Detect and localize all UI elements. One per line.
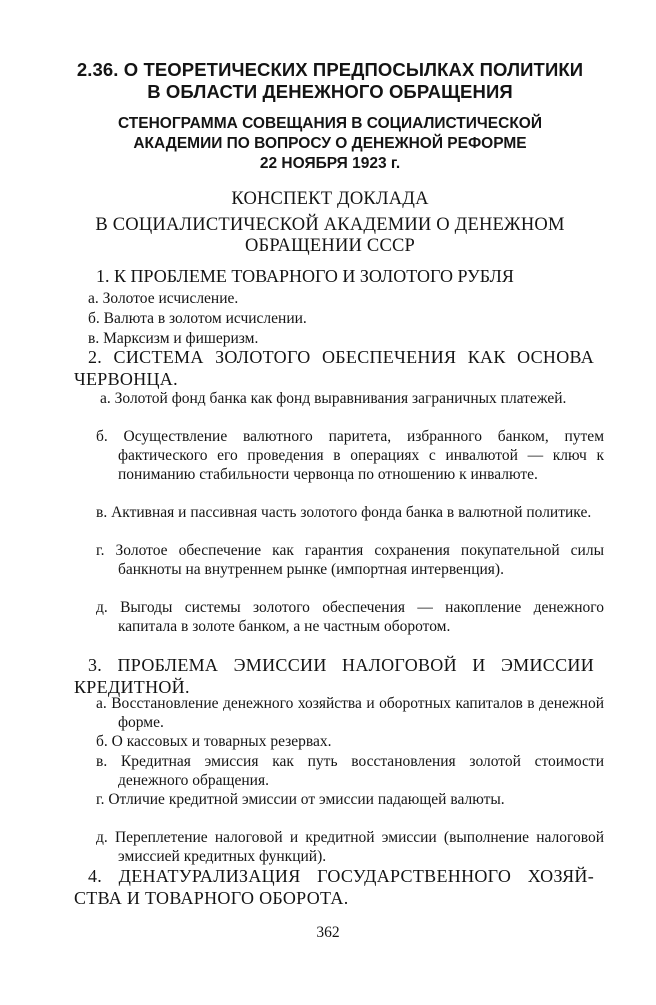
- section-3-title-line-2: КРЕДИТНОЙ.: [74, 677, 190, 697]
- subheading-line-1: СТЕНОГРАММА СОВЕЩАНИЯ В СОЦИАЛИСТИЧЕСКОЙ: [117, 115, 543, 132]
- section-2-title: [74, 346, 594, 390]
- section-1-title: 1. К ПРОБЛЕМЕ ТОВАРНОГО И ЗОЛОТОГО РУБЛЯ: [96, 266, 514, 286]
- section-2-title-line-1: 2. СИСТЕМА ЗОЛОТОГО ОБЕСПЕЧЕНИЯ КАК ОСНОВА: [88, 347, 594, 367]
- document-subtitle-line-1: В СОЦИАЛИСТИЧЕСКОЙ АКАДЕМИИ О ДЕНЕЖНОМ: [95, 215, 565, 235]
- page-number: 362: [316, 924, 340, 941]
- section-1-item-b: б. Валюта в золотом исчислении.: [88, 310, 307, 327]
- section-2-item-d: г. Золотое обеспечение как гарантия сохранения покупательной силы банкноты на внутреннем рынке (импортная интервенция).: [96, 542, 604, 579]
- section-2-item-a: а. Золотой фонд банка как фонд выравнивания заграничных платежей.: [100, 390, 567, 407]
- subheading-date: 22 НОЯБРЯ 1923 г.: [259, 155, 401, 172]
- section-2-title-line-2: ЧЕРВОНЦА.: [74, 369, 178, 389]
- section-4-title: [74, 865, 594, 909]
- section-1-item-a: а. Золотое исчисление.: [88, 290, 239, 307]
- subheading-line-2: АКАДЕМИИ ПО ВОПРОСУ О ДЕНЕЖНОЙ РЕФОРМЕ: [133, 135, 527, 152]
- section-3-item-d: г. Отличие кредитной эмиссии от эмиссии падающей валюты.: [96, 791, 505, 808]
- section-2-item-e: д. Выгоды системы золотого обеспечения — накопление денежного капитала в золоте банком, а не частным оборотом.: [96, 599, 604, 636]
- document-subtitle-line-2: ОБРАЩЕНИИ СССР: [244, 236, 416, 256]
- section-4-title-line-2: СТВА И ТОВАРНОГО ОБОРОТА.: [74, 888, 349, 908]
- section-1-item-c: в. Марксизм и фишеризм.: [88, 330, 259, 347]
- section-3-title-line-1: 3. ПРОБЛЕМА ЭМИССИИ НАЛОГОВОЙ И ЭМИССИИ: [88, 655, 594, 675]
- chapter-heading-line-2: В ОБЛАСТИ ДЕНЕЖНОГО ОБРАЩЕНИЯ: [147, 81, 513, 102]
- section-3-item-a: а. Восстановление денежного хозяйства и оборотных капиталов в денежной форме.: [96, 695, 604, 732]
- section-3-item-c: в. Кредитная эмиссия как путь восстановления золотой стоимости денежного обращения.: [96, 753, 604, 790]
- section-3-item-b: б. О кассовых и товарных резервах.: [96, 733, 332, 750]
- section-4-title-line-1: 4. ДЕНАТУРАЛИЗАЦИЯ ГОСУДАРСТВЕННОГО ХОЗЯЙ-: [88, 866, 594, 886]
- section-2-item-b: б. Осуществление валютного паритета, избранного банком, путем фактического его проведения в операциях с инвалютой — ключ к пониманию стабильности червонца по отношению к инвалюте.: [96, 428, 604, 484]
- section-2-item-c: в. Активная и пассивная часть золотого фонда банка в валютной политике.: [96, 504, 592, 521]
- section-3-title: [74, 654, 594, 698]
- document-title: КОНСПЕКТ ДОКЛАДА: [231, 189, 429, 209]
- section-3-item-e: д. Переплетение налоговой и кредитной эмиссии (выполнение налоговой эмиссией кредитных функций).: [96, 829, 604, 866]
- chapter-heading-line-1: 2.36. О ТЕОРЕТИЧЕСКИХ ПРЕДПОСЫЛКАХ ПОЛИТИКИ: [76, 59, 584, 80]
